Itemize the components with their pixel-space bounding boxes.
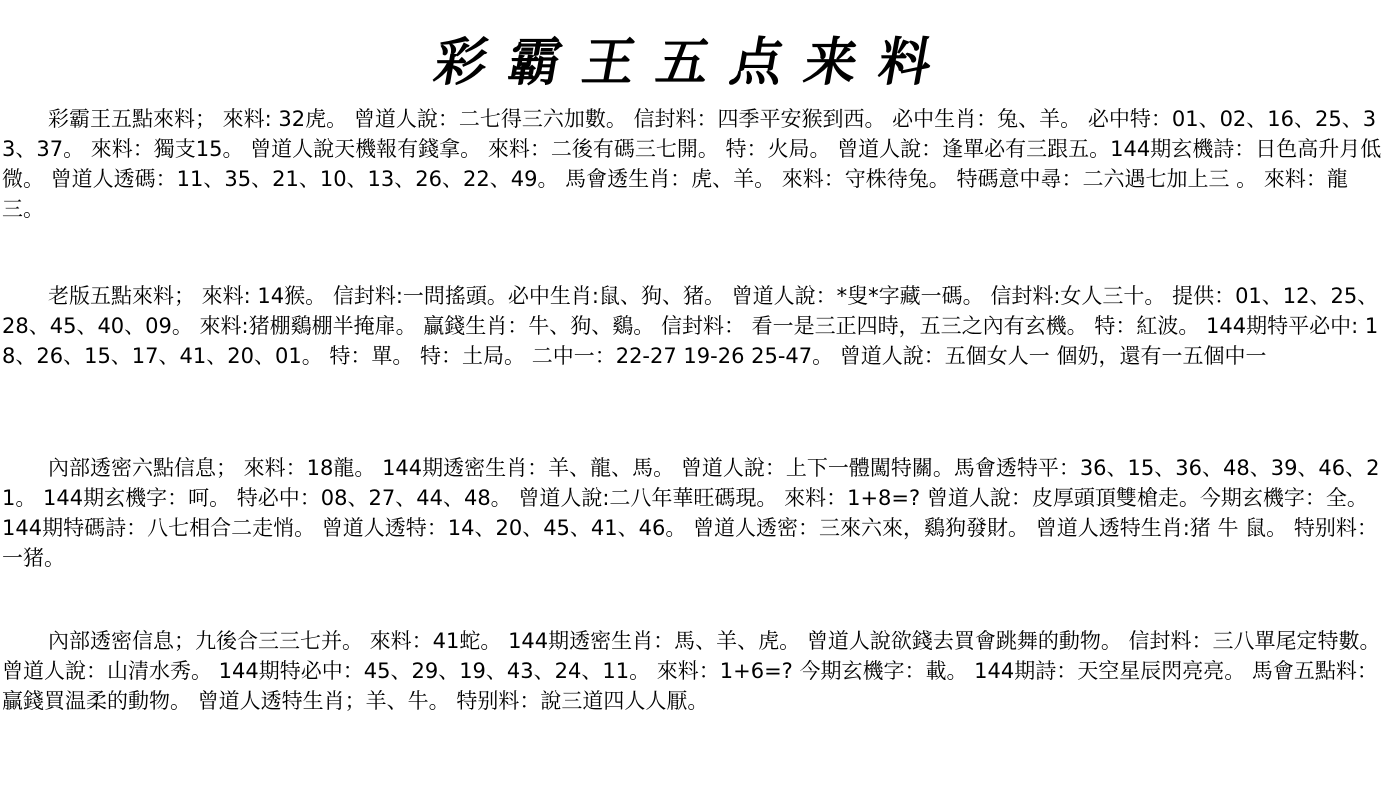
page-title: 彩霸王五点来料 xyxy=(429,32,959,93)
paragraph-neibu-xinxi: 內部透密信息；九後合三三七并。 來料：41蛇。 144期透密生肖：馬、羊、虎。 曾道人說欲錢去買會跳舞的動物。 信封料：三八單尾定特數。 曾道人說：山清水秀。 144期特必中：45、29、19、43、24、11。 來料：1+6=? 今期玄機字：載。 144期詩：天空星辰閃亮亮。 馬會五點料：贏錢買温柔的動物。 曾道人透特生肖；羊、牛。 特别料：說三道四人人厭。 xyxy=(2,629,1381,713)
paragraph-wuyinlaijiao: 彩霸王五點來料； 來料: 32虎。 曾道人說：二七得三六加數。 信封料：四季平安猴到西。 必中生肖：兔、羊。 必中特：01、02、16、25、33、37。 來料：獨支15。 曾道人說天機報有錢拿。 來料：二後有碼三七開。 特：火局。 曾道人說：逢單必有三跟五。144期玄機詩：日色高升月低微。 曾道人透碼：11、35、21、10、13、26、22、49。 馬會透生肖：虎、羊。 來料：守株待兔。 特碼意中尋：二六遇七加上三 。 來料：龍三。 xyxy=(2,107,1382,221)
paragraph-laoban: 老版五點來料； 來料: 14猴。 信封料:一問搖頭。必中生肖:鼠、狗、猪。 曾道人說：*叟*字藏一碼。 信封料:女人三十。 提供：01、12、25、28、45、40、09。 來料:猪棚鷄棚半掩扉。 贏錢生肖：牛、狗、鷄。 信封料： 看一是三正四時，五三之內有玄機。 特：紅波。 144期特平必中: 18、26、15、17、41、20、01。 特：單。 特：土局。 二中一：22-27 19-26 25-47。 曾道人說：五個女人一 個奶，還有一五個中一 xyxy=(2,284,1379,368)
paragraph-neibu-liudian: 內部透密六點信息； 來料：18龍。 144期透密生肖：羊、龍、馬。 曾道人說：上下一體闖特關。馬會透特平：36、15、36、48、39、46、21。 144期玄機字：呵。 特必中：08、27、44、48。 曾道人說:二八年華旺碼現。 來料：1+8=? 曾道人說：皮厚頭頂雙槍走。今期玄機字：全。 144期特碼詩：八七相合二走悄。 曾道人透特：14、20、45、41、46。 曾道人透密：三來六來，鷄狗發財。 曾道人透特生肖:猪 牛 鼠。 特别料：一猪。 xyxy=(2,456,1380,570)
